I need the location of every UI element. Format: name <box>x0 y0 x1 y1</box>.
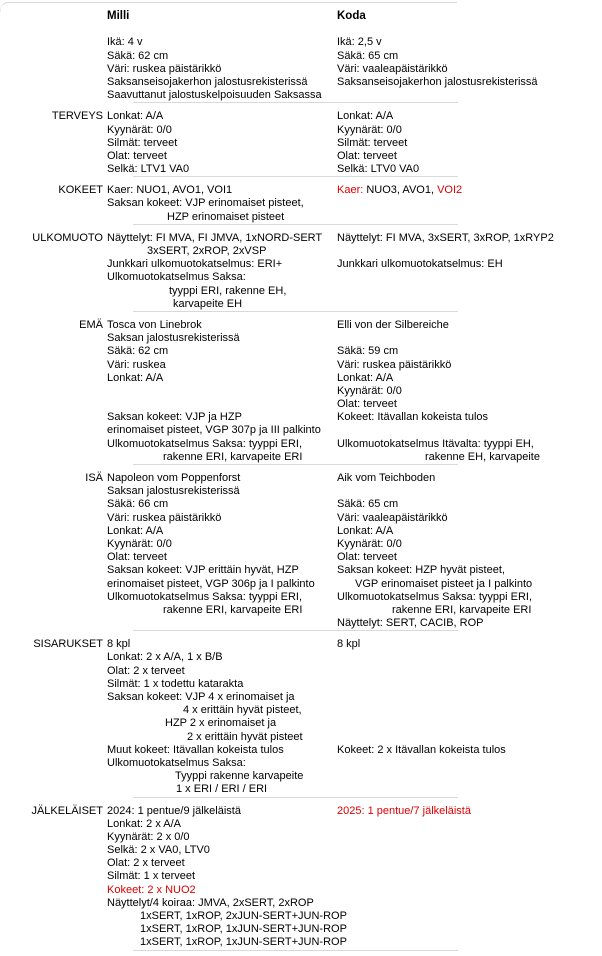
text-line <box>337 498 602 511</box>
text-line <box>337 137 602 150</box>
text-line <box>107 844 333 857</box>
section-terveys <box>0 103 602 176</box>
text-line <box>337 385 602 398</box>
text-segment: NUO3, AVO1, <box>363 184 438 197</box>
text-segment: Elli von der Silbereiche <box>337 318 449 331</box>
text-segment: Kyynärät: 0/0 <box>337 537 402 550</box>
text-segment: Väri: vaaleapäistärikkö <box>337 62 448 75</box>
text-segment: VGP erinomaiset pisteet ja I palkinto <box>355 577 533 590</box>
text-segment: Ulkomuotokatselmus Saksa: tyyppi ERI, <box>337 590 533 603</box>
section-label: ISÄ <box>85 472 103 484</box>
text-segment: Ulkomuotokatselmus Itävalta: tyyppi EH, <box>337 437 534 450</box>
text-segment: Milli <box>107 10 130 22</box>
text-line <box>107 137 333 150</box>
text-segment: HZP 2 x erinomaiset ja <box>165 717 277 730</box>
text-segment: Silmät: terveet <box>337 136 408 149</box>
text-segment: Lonkat: A/A <box>107 110 164 123</box>
text-line <box>107 211 333 224</box>
text-segment: Kyynärät: 0/0 <box>107 123 172 136</box>
text-line <box>337 485 602 498</box>
text-segment: Saksan kokeet: VJP 4 x erinomaiset ja <box>107 691 295 703</box>
text-segment: Olat: terveet <box>107 551 167 564</box>
text-segment: Näyttelyt/4 koiraa: JMVA, 2xSERT, 2xROP <box>107 896 314 909</box>
koda-column <box>333 184 602 224</box>
text-segment: Kaer: <box>337 184 364 197</box>
text-segment: VOI2 <box>437 184 463 197</box>
text-segment: Ulkomuotokatselmus Saksa: tyyppi ERI, <box>107 437 303 450</box>
text-line <box>107 564 333 577</box>
text-line <box>337 10 602 23</box>
text-segment: 4 x erittäin hyvät pisteet, <box>183 704 302 717</box>
text-segment: Ikä: 4 v <box>107 36 143 49</box>
text-line <box>107 591 333 604</box>
text-segment: 3xSERT, 2xROP, 2xVSP <box>147 245 267 257</box>
text-segment: Saksan kokeet: VJP ja HZP <box>107 411 242 424</box>
text-segment: Saksanseisojakerhon jalostusrekisterissä <box>337 75 538 88</box>
text-segment: Säkä: 62 cm <box>107 345 169 358</box>
text-segment: Muut kokeet: Itävallan kokeista tulos <box>107 743 284 756</box>
text-line <box>107 372 333 385</box>
text-segment: Olat: terveet <box>337 398 397 411</box>
text-segment: Saksan kokeet: HZP hyvät pisteet, <box>337 564 505 577</box>
text-line <box>107 285 333 298</box>
text-segment: Ulkomuotokatselmus Saksa: <box>107 756 246 769</box>
text-line <box>107 770 333 783</box>
text-segment: Ikä: 2,5 v <box>337 36 382 49</box>
text-segment: Lonkat: A/A <box>337 371 394 384</box>
text-line <box>337 638 602 651</box>
text-segment: Lonkat: A/A <box>107 524 164 537</box>
text-line <box>337 744 602 757</box>
text-line <box>107 604 333 617</box>
text-line <box>107 411 333 424</box>
text-line <box>107 923 347 936</box>
text-segment: Väri: ruskea <box>107 358 166 371</box>
text-line <box>337 805 602 818</box>
text-segment: Silmät: terveet <box>107 136 178 149</box>
text-segment: Selkä: LTV0 VA0 <box>337 163 420 176</box>
text-line <box>337 731 602 744</box>
text-segment: Kyynärät: 0/0 <box>337 123 402 136</box>
text-line <box>337 651 602 664</box>
text-line <box>107 538 333 551</box>
text-line <box>107 319 333 332</box>
section-header <box>0 3 602 102</box>
text-line <box>337 451 602 464</box>
text-line <box>337 617 602 630</box>
text-line <box>337 604 602 617</box>
text-line <box>107 783 333 796</box>
text-segment <box>337 23 340 35</box>
text-line <box>107 884 333 897</box>
text-line <box>107 831 333 844</box>
text-line <box>337 63 602 76</box>
text-segment: Ulkomuotokatselmus Saksa: tyyppi ERI, <box>107 590 303 603</box>
text-segment: Kaer: NUO1, AVO1, VOI1 <box>107 184 233 197</box>
text-segment: Väri: ruskea päistärikkö <box>337 358 452 371</box>
milli-column <box>103 10 333 102</box>
text-line <box>107 258 333 271</box>
text-segment: Tyyppi rakenne karvapeite <box>175 770 304 783</box>
text-segment <box>337 731 340 743</box>
text-segment <box>337 717 340 729</box>
text-segment: HZP erinomaiset pisteet <box>167 210 285 223</box>
text-line <box>107 525 333 538</box>
text-line <box>107 10 333 23</box>
milli-column <box>103 804 347 950</box>
text-line <box>337 319 602 332</box>
text-segment: Selkä: 2 x VA0, LTV0 <box>107 844 210 857</box>
text-line <box>337 717 602 730</box>
text-line <box>107 691 333 704</box>
text-segment: Säkä: 62 cm <box>107 49 169 62</box>
text-line <box>107 551 333 564</box>
text-segment: Kokeet: 2 x NUO2 <box>107 883 196 896</box>
text-segment: Selkä: LTV1 VA0 <box>107 163 190 176</box>
text-line <box>337 398 602 411</box>
text-line <box>337 691 602 704</box>
text-segment: Olat: terveet <box>337 551 397 564</box>
text-line <box>337 23 602 36</box>
text-segment <box>107 23 110 35</box>
text-line <box>107 150 333 163</box>
text-line <box>107 232 333 245</box>
milli-column <box>103 638 333 796</box>
text-segment: tyyppi ERI, rakenne EH, <box>169 284 287 297</box>
text-segment: Näyttelyt: FI MVA, 3xSERT, 3xROP, 1xRYP2 <box>337 231 554 244</box>
text-line <box>107 63 333 76</box>
text-line <box>337 245 602 258</box>
koda-column <box>333 10 602 102</box>
text-line <box>337 472 602 485</box>
text-segment: Saksan jalostusrekisterissä <box>107 485 240 498</box>
text-segment <box>337 424 340 436</box>
text-segment: Väri: vaaleapäistärikkö <box>337 511 448 524</box>
text-segment <box>337 665 340 677</box>
text-line <box>107 665 333 678</box>
text-segment: Napoleon vom Poppenforst <box>107 472 241 484</box>
text-segment: erinomaiset pisteet, VGP 307p ja III palkinto <box>107 424 321 437</box>
text-line <box>337 538 602 551</box>
koda-column <box>333 319 602 464</box>
text-segment: 1 x ERI / ERI / ERI <box>176 783 268 796</box>
text-line <box>107 298 333 311</box>
section-kokeet <box>0 177 602 224</box>
text-line <box>337 411 602 424</box>
milli-column <box>103 472 333 630</box>
text-line <box>107 485 333 498</box>
text-line <box>107 124 333 137</box>
text-segment: Lonkat: A/A <box>107 371 164 384</box>
koda-column <box>333 805 602 950</box>
text-line <box>337 704 602 717</box>
text-segment: Kyynärät: 2 x 0/0 <box>107 830 190 843</box>
text-line <box>107 651 333 664</box>
text-line <box>107 359 333 372</box>
text-segment: Väri: ruskea päistärikkö <box>107 62 222 75</box>
text-line <box>107 818 333 831</box>
text-line <box>337 258 602 271</box>
text-segment: 1xSERT, 1xROP, 1xJUN-SERT+JUN-ROP <box>140 936 347 949</box>
text-line <box>337 150 602 163</box>
text-line <box>107 451 333 464</box>
text-segment: Lonkat: A/A <box>337 110 394 123</box>
section-label: EMÄ <box>79 318 103 331</box>
text-segment: Saksan kokeet: VJP erinomaiset pisteet, <box>107 197 304 210</box>
milli-column <box>103 319 333 464</box>
text-segment: 8 kpl <box>337 638 361 651</box>
text-line <box>107 332 333 345</box>
text-line <box>337 372 602 385</box>
section-label: KOKEET <box>58 184 103 197</box>
text-line <box>107 110 333 123</box>
text-line <box>337 665 602 678</box>
text-segment: Olat: 2 x terveet <box>107 664 185 677</box>
text-line <box>107 76 333 89</box>
text-segment: Tosca von Linebrok <box>107 318 202 331</box>
text-line <box>337 438 602 451</box>
koda-column <box>333 638 602 796</box>
text-segment: Säkä: 59 cm <box>337 345 399 358</box>
text-line <box>337 332 602 345</box>
milli-column <box>103 184 333 224</box>
text-line <box>107 50 333 63</box>
text-line <box>337 564 602 577</box>
text-line <box>337 678 602 691</box>
text-line <box>337 551 602 564</box>
text-segment: Aik vom Teichboden <box>337 472 436 484</box>
text-line <box>337 525 602 538</box>
text-segment: Lonkat: 2 x A/A, 1 x B/B <box>107 651 223 664</box>
text-segment: Kyynärät: 0/0 <box>337 384 402 397</box>
text-segment: Saksan jalostusrekisterissä <box>107 332 240 345</box>
text-line <box>337 184 602 197</box>
text-segment: 2 x erittäin hyvät pisteet <box>187 730 303 743</box>
text-line <box>107 512 333 525</box>
text-segment: Säkä: 65 cm <box>337 49 399 62</box>
text-line <box>337 50 602 63</box>
milli-column <box>103 232 333 311</box>
text-segment: 2025: 1 pentue/7 jälkeläistä <box>337 804 471 817</box>
text-segment: Säkä: 65 cm <box>337 498 399 511</box>
text-segment: Junkkari ulkomuotokatselmus: EH <box>337 258 503 271</box>
text-segment: Koda <box>337 10 366 22</box>
koda-column <box>333 232 602 311</box>
text-line <box>107 870 333 883</box>
text-line <box>107 472 333 485</box>
text-segment: 1xSERT, 1xROP, 2xJUN-SERT+JUN-ROP <box>140 910 347 922</box>
text-segment: Kokeet: 2 x Itävallan kokeista tulos <box>337 743 506 756</box>
section-label: ULKOMUOTO <box>32 231 103 244</box>
text-line <box>107 731 333 744</box>
text-line <box>337 512 602 525</box>
comparison-table <box>0 3 602 951</box>
text-segment: Silmät: 1 x todettu katarakta <box>107 677 244 690</box>
text-line <box>337 76 602 89</box>
section-label <box>0 10 103 102</box>
text-line <box>337 163 602 176</box>
text-line <box>107 936 347 949</box>
text-segment: Saksan kokeet: VJP erittäin hyvät, HZP <box>107 564 299 577</box>
text-segment <box>107 398 110 410</box>
text-line <box>107 757 333 770</box>
text-line <box>107 197 333 210</box>
text-segment: Saavuttanut jalostuskelpoisuuden Saksassa <box>107 89 322 102</box>
section-ulkomuoto <box>0 225 602 311</box>
text-segment: erinomaiset pisteet, VGP 306p ja I palkinto <box>107 577 315 590</box>
text-segment: 2024: 1 pentue/9 jälkeläistä <box>107 804 241 817</box>
text-segment: Kokeet: Itävallan kokeista tulos <box>337 411 489 424</box>
text-line <box>107 578 333 591</box>
text-segment: rakenne ERI, karvapeite ERI <box>392 603 532 616</box>
text-segment: Lonkat: 2 x A/A <box>107 817 181 830</box>
text-line <box>107 271 333 284</box>
text-line <box>107 89 333 102</box>
text-line <box>107 857 333 870</box>
text-segment <box>337 691 340 703</box>
section-isä <box>0 465 602 630</box>
text-segment <box>337 245 340 257</box>
text-segment: 1xSERT, 1xROP, 1xJUN-SERT+JUN-ROP <box>140 923 347 936</box>
text-segment: Väri: ruskea päistärikkö <box>107 511 222 524</box>
text-line <box>107 638 333 651</box>
text-segment: rakenne ERI, karvapeite ERI <box>163 450 303 463</box>
section-emä <box>0 312 602 464</box>
text-line <box>337 359 602 372</box>
text-line <box>107 385 333 398</box>
text-segment: Olat: terveet <box>337 149 397 162</box>
text-line <box>337 345 602 358</box>
koda-column <box>333 472 602 630</box>
text-line <box>107 245 333 258</box>
text-line <box>337 124 602 137</box>
text-segment: Näyttelyt: FI MVA, FI JMVA, 1xNORD-SERT <box>107 231 323 244</box>
text-line <box>107 398 333 411</box>
text-line <box>337 591 602 604</box>
text-line <box>107 678 333 691</box>
koda-column <box>333 110 602 176</box>
text-segment: Olat: 2 x terveet <box>107 857 185 870</box>
text-segment: Näyttelyt: SERT, CACIB, ROP <box>337 617 484 630</box>
text-segment <box>337 651 340 663</box>
section-label: JÄLKELÄISET <box>31 804 103 817</box>
text-segment: rakenne ERI, karvapeite ERI <box>163 603 303 616</box>
text-line <box>337 578 602 591</box>
section-label: TERVEYS <box>51 110 103 123</box>
text-line <box>107 345 333 358</box>
text-line <box>337 110 602 123</box>
text-segment: 8 kpl <box>107 638 131 651</box>
text-segment <box>107 385 110 397</box>
text-segment <box>337 332 340 344</box>
section-divider <box>133 950 458 951</box>
text-line <box>337 232 602 245</box>
text-line <box>107 424 333 437</box>
text-segment: Ulkomuotokatselmus Saksa: <box>107 271 246 284</box>
text-segment: Kyynärät: 0/0 <box>107 537 172 550</box>
text-segment: rakenne EH, karvapeite <box>425 450 540 463</box>
text-segment: Lonkat: A/A <box>337 524 394 537</box>
text-line <box>107 23 333 36</box>
text-line <box>107 910 347 923</box>
milli-column <box>103 110 333 176</box>
section-label: SISARUKSET <box>33 638 103 651</box>
section-jälkeläiset <box>0 798 602 950</box>
text-segment: Junkkari ulkomuotokatselmus: ERI+ <box>107 258 283 271</box>
text-segment: Säkä: 66 cm <box>107 498 169 511</box>
text-segment <box>337 704 340 716</box>
text-segment <box>337 485 340 497</box>
text-line <box>107 498 333 511</box>
text-line <box>107 163 333 176</box>
text-segment: karvapeite EH <box>173 297 243 310</box>
text-line <box>337 36 602 49</box>
text-line <box>107 744 333 757</box>
text-line <box>107 184 333 197</box>
text-segment: Olat: terveet <box>107 149 167 162</box>
section-sisarukset <box>0 631 602 796</box>
text-line <box>107 717 333 730</box>
text-line <box>107 805 333 818</box>
text-line <box>107 36 333 49</box>
text-line <box>107 704 333 717</box>
text-segment: Saksanseisojakerhon jalostusrekisterissä <box>107 75 308 88</box>
text-line <box>337 424 602 437</box>
text-segment: Silmät: 1 x terveet <box>107 870 196 883</box>
text-line <box>107 438 333 451</box>
text-line <box>107 897 333 910</box>
text-segment <box>337 678 340 690</box>
